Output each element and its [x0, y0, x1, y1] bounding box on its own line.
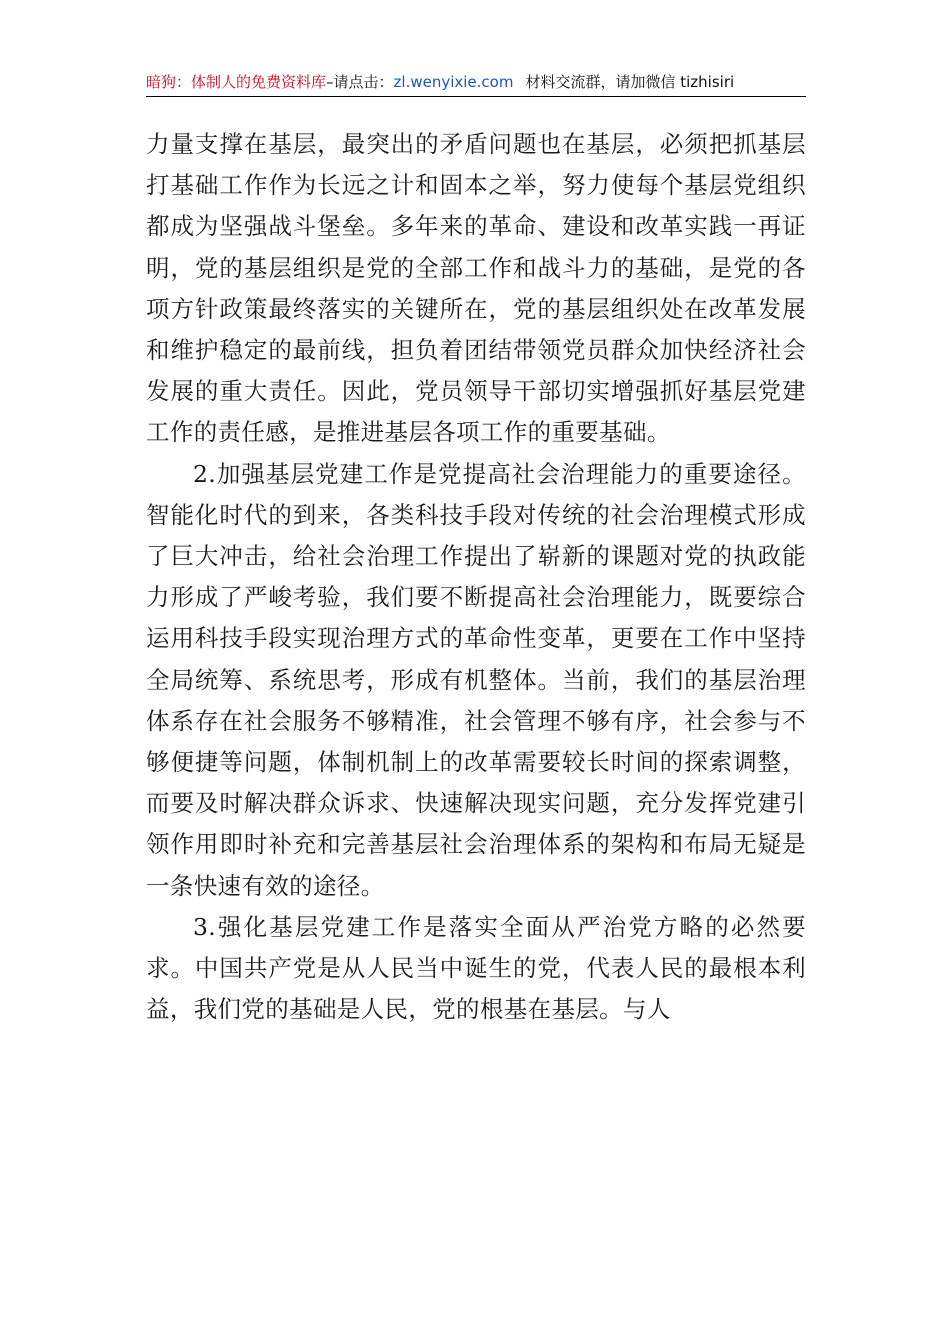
header-divider — [146, 96, 806, 97]
header-click-label: –请点击： — [326, 73, 394, 91]
page-header — [146, 70, 806, 94]
header-url-link[interactable]: zl.wenyixie.com — [393, 73, 514, 91]
header-contact: 材料交流群，请加微信 tizhisiri — [525, 73, 735, 91]
paragraph-3: 3.强化基层党建工作是落实全面从严治党方略的必然要求。中国共产党是从人民当中诞生的党，代表人民的最根本利益，我们党的基础是人民，党的根基在基层。与人 — [146, 912, 806, 1024]
paragraph-2: 2.加强基层党建工作是党提高社会治理能力的重要途径。智能化时代的到来，各类科技手段对传统的社会治理模式形成了巨大冲击，给社会治理工作提出了崭新的课题对党的执政能力形成了严峻考验，我们要不断提高社会治理能力，既要综合运用科技手段实现治理方式的革命性变革，更要在工作中坚持全局统筹、系统思考，形成有机整体。当前，我们的基层治理体系存在社会服务不够精准，社会管理不够有序，社会参与不够便捷等问题，体制机制上的改革需要较长时间的探索调整，而要及时解决群众诉求、快速解决现实问题，充分发挥党建引领作用即时补充和完善基层社会治理体系的架构和布局无疑是一条快速有效的途径。 — [146, 459, 806, 900]
header-site-name: 暗狗：体制人的免费资料库 — [146, 73, 327, 91]
document-body — [146, 124, 806, 1030]
paragraph-1: 力量支撑在基层，最突出的矛盾问题也在基层，必须把抓基层打基础工作作为长远之计和固本之举，努力使每个基层党组织都成为坚强战斗堡垒。多年来的革命、建设和改革实践一再证明，党的基层组织是党的全部工作和战斗力的基础，是党的各项方针政策最终落实的关键所在，党的基层组织处在改革发展和维护稳定的最前线，担负着团结带领党员群众加快经济社会发展的重大责任。因此，党员领导干部切实增强抓好基层党建工作的责任感，是推进基层各项工作的重要基础。 — [146, 130, 806, 447]
